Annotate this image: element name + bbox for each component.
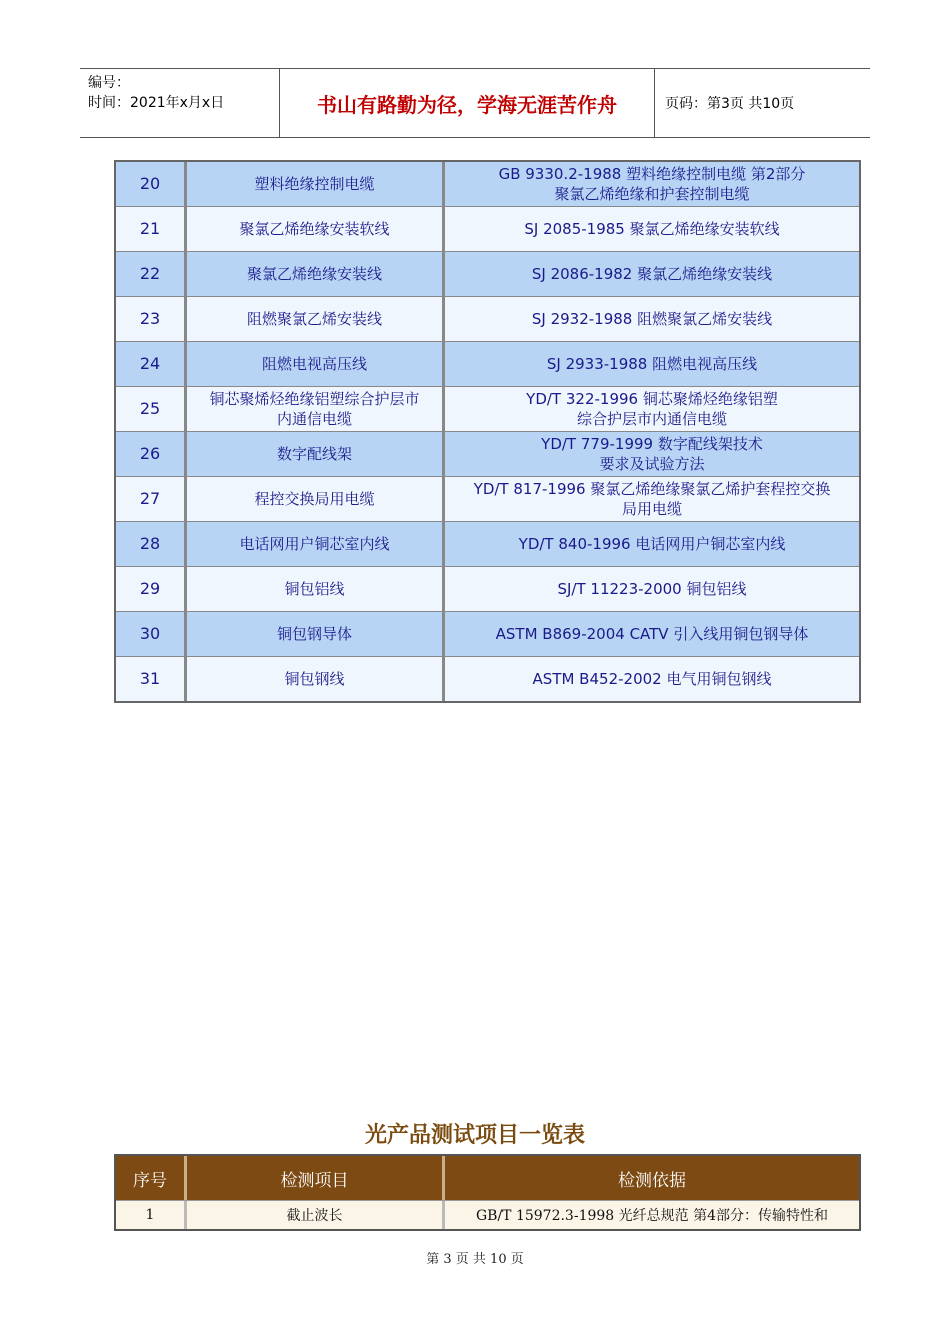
row-standard: SJ 2086-1982 聚氯乙烯绝缘安装线 [445,252,859,296]
row-standard: YD/T 322-1996 铜芯聚烯烃绝缘铝塑 综合护层市内通信电缆 [445,387,859,431]
row-standard: ASTM B452-2002 电气用铜包钢线 [445,657,859,701]
row-number: 31 [116,657,187,701]
row-item: 铜包钢线 [187,657,445,701]
page-header [80,68,870,138]
row-item: 聚氯乙烯绝缘安装软线 [187,207,445,251]
row-item: 阻燃电视高压线 [187,342,445,386]
row-number: 1 [116,1201,187,1229]
table-row [116,387,859,432]
row-item: 截止波长 [187,1201,445,1229]
row-standard: SJ 2932-1988 阻燃聚氯乙烯安装线 [445,297,859,341]
row-item: 塑料绝缘控制电缆 [187,162,445,206]
optical-table-title: 光产品测试项目一览表 [364,1123,585,1148]
table-row [116,297,859,342]
header-meta [80,69,280,137]
table-row [116,612,859,657]
row-item: 数字配线架 [187,432,445,476]
optical-test-table [114,1154,861,1231]
row-number: 28 [116,522,187,566]
cable-standards-table [114,160,861,703]
row-standard: YD/T 817-1996 聚氯乙烯绝缘聚氯乙烯护套程控交换 局用电缆 [445,477,859,521]
header-cell-item: 检测项目 [187,1156,445,1200]
row-item: 铜包钢导体 [187,612,445,656]
row-number: 22 [116,252,187,296]
row-item: 聚氯乙烯绝缘安装线 [187,252,445,296]
table-row [116,1200,859,1229]
table-row [116,162,859,207]
header-motto: 书山有路勤为径，学海无涯苦作舟 [280,69,655,137]
row-number: 25 [116,387,187,431]
table-row [116,522,859,567]
row-number: 27 [116,477,187,521]
row-number: 26 [116,432,187,476]
row-item: 电话网用户铜芯室内线 [187,522,445,566]
row-number: 23 [116,297,187,341]
header-cell-basis: 检测依据 [618,1170,686,1191]
table-row [116,252,859,297]
row-number: 20 [116,162,187,206]
row-standard: SJ/T 11223-2000 铜包铝线 [445,567,859,611]
row-standard: GB 9330.2-1988 塑料绝缘控制电缆 第2部分 聚氯乙烯绝缘和护套控制电缆 [445,162,859,206]
row-number: 21 [116,207,187,251]
row-standard: SJ 2933-1988 阻燃电视高压线 [445,342,859,386]
row-number: 29 [116,567,187,611]
number-label: 编号： [88,75,130,91]
table-row [116,342,859,387]
row-standard: YD/T 779-1999 数字配线架技术 要求及试验方法 [445,432,859,476]
row-number: 24 [116,342,187,386]
row-item: 铜包铝线 [187,567,445,611]
row-item: 程控交换局用电缆 [187,477,445,521]
optical-table-header [116,1156,859,1200]
row-number: 30 [116,612,187,656]
header-page-info: 页码：第3页 共10页 [665,96,795,112]
time-label: 时间：2021年x月x日 [88,95,225,111]
page-footer: 第 3 页 共 10 页 [426,1252,524,1267]
row-standard: ASTM B869-2004 CATV 引入线用铜包钢导体 [445,612,859,656]
row-item: 阻燃聚氯乙烯安装线 [187,297,445,341]
row-standard: GB/T 15972.3-1998 光纤总规范 第4部分：传输特性和 [475,1208,829,1224]
row-standard: SJ 2085-1985 聚氯乙烯绝缘安装软线 [445,207,859,251]
header-cell-number: 序号 [116,1156,187,1200]
table-row [116,477,859,522]
table-row [116,567,859,612]
table-row [116,432,859,477]
table-row [116,207,859,252]
row-standard: YD/T 840-1996 电话网用户铜芯室内线 [445,522,859,566]
table-row [116,657,859,701]
row-item: 铜芯聚烯烃绝缘铝塑综合护层市 内通信电缆 [187,387,445,431]
